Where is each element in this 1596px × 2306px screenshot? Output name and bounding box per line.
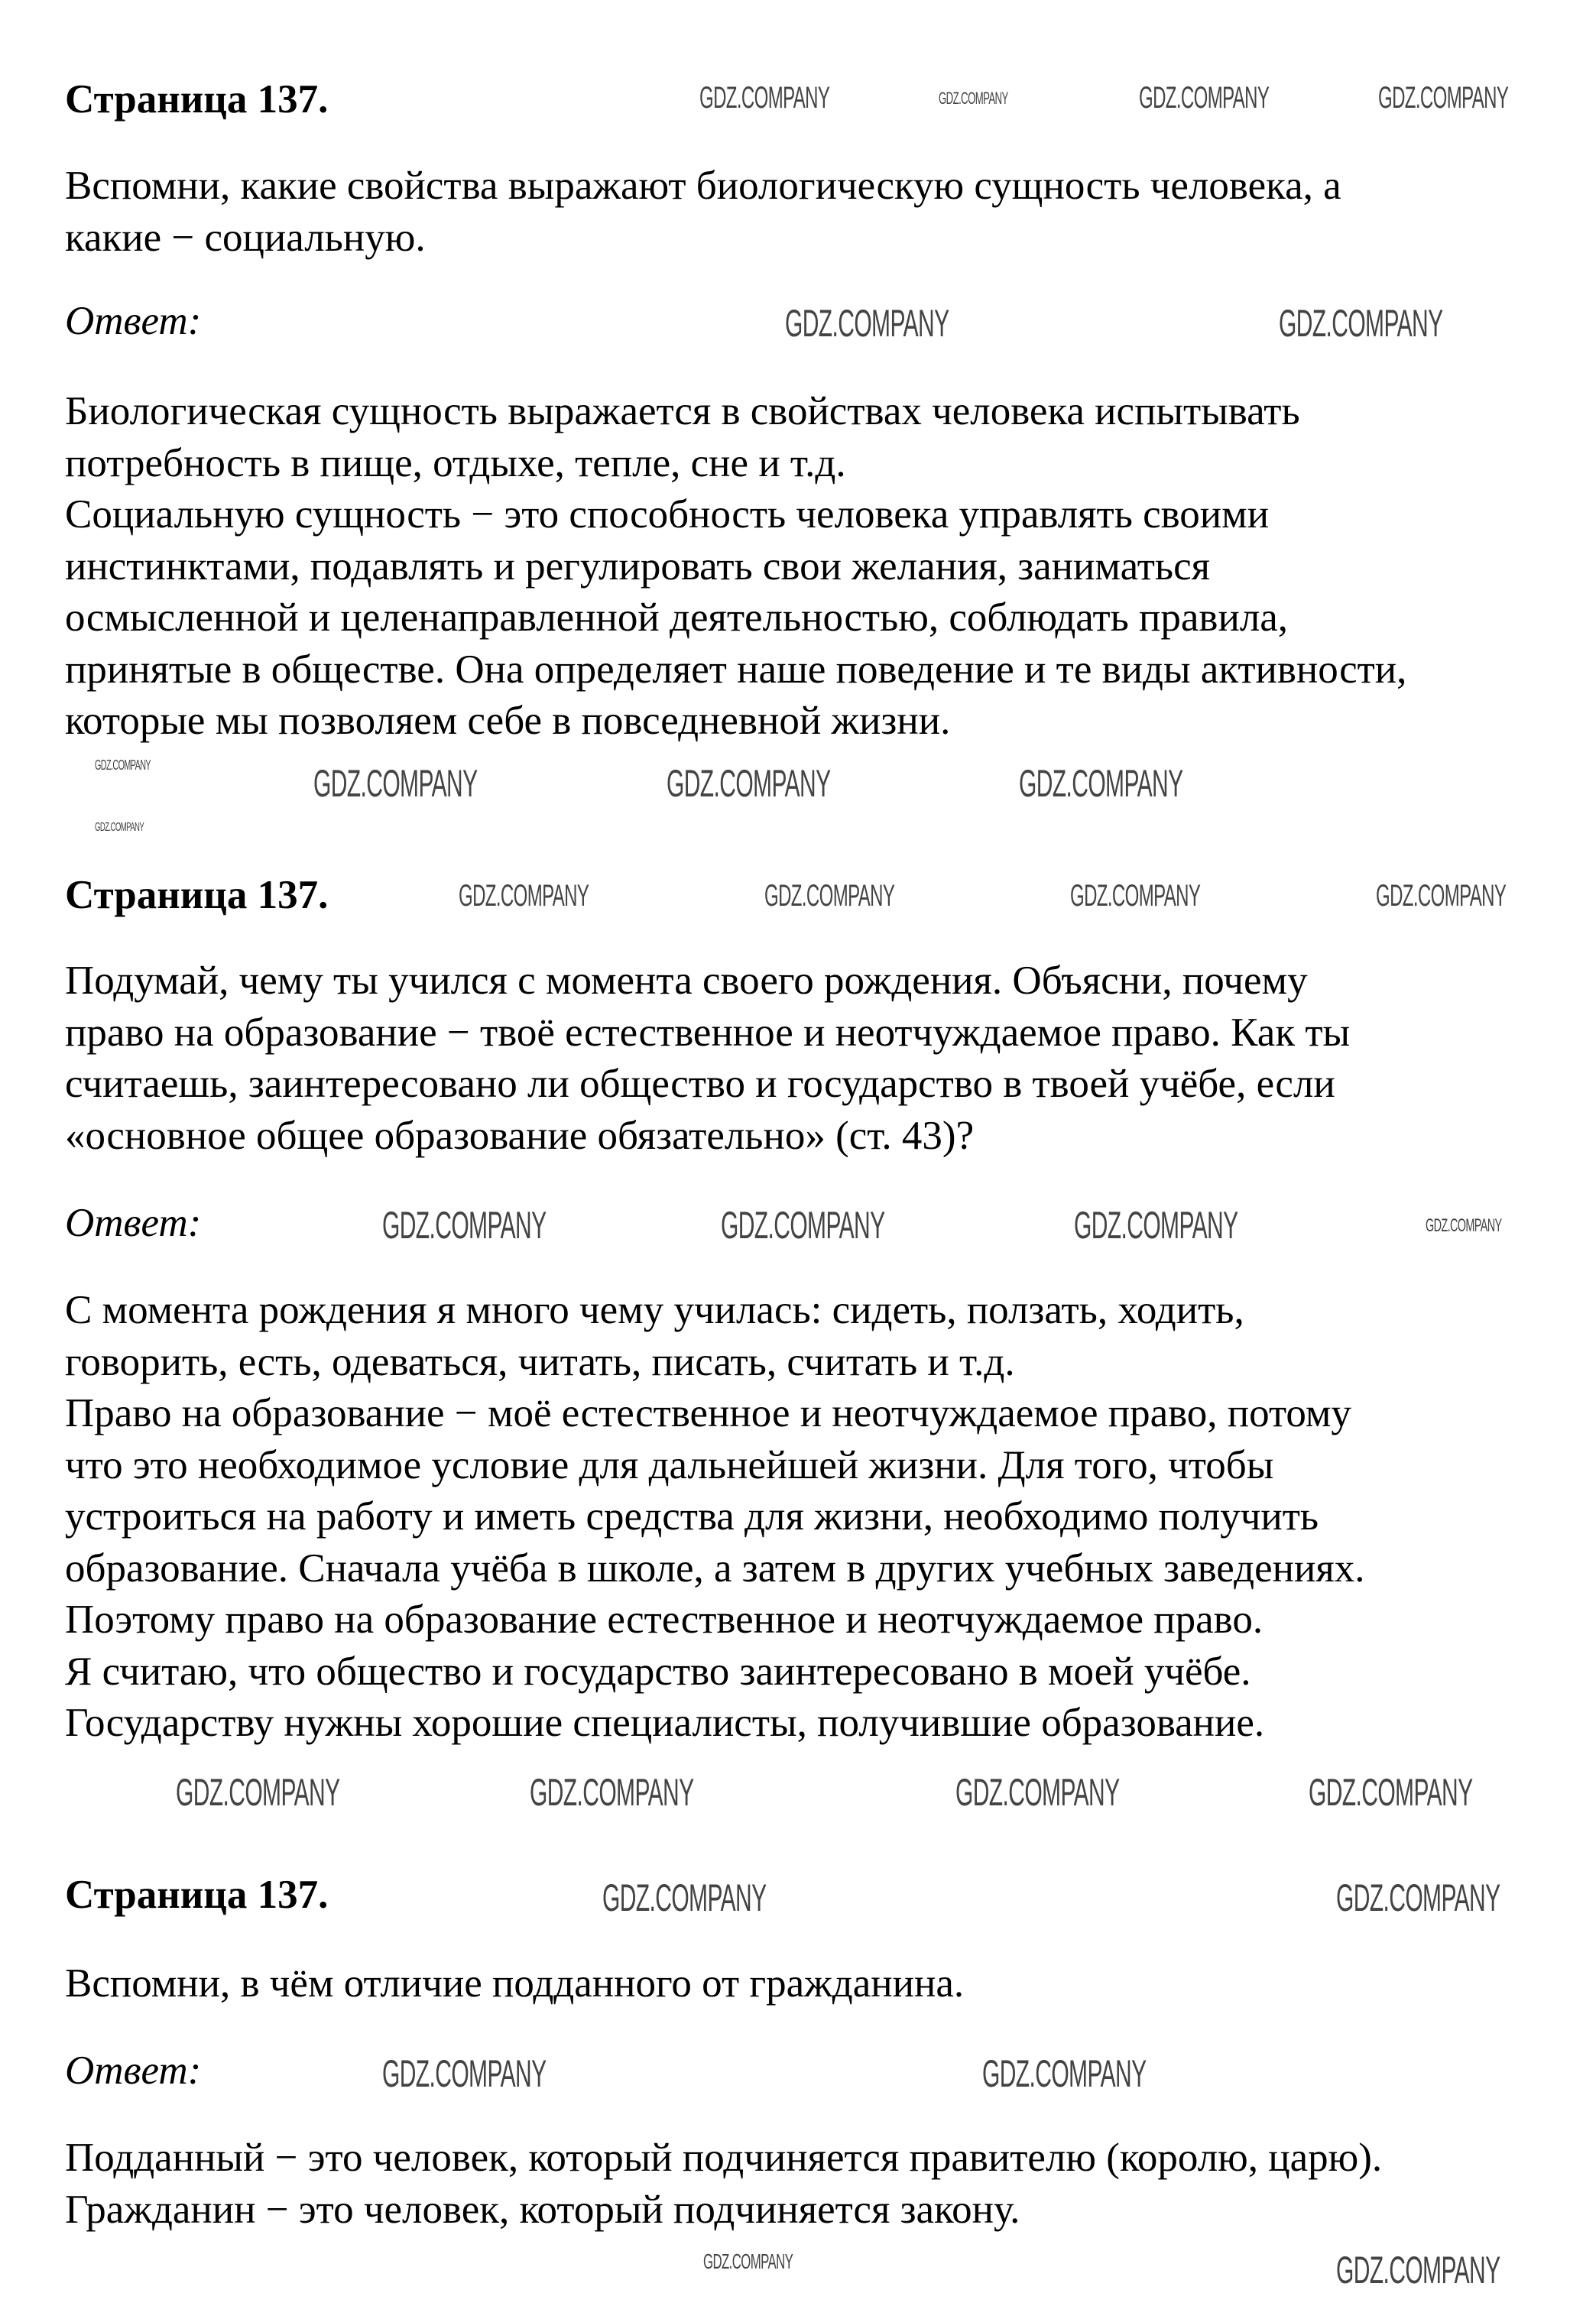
watermark: GDZ.COMPANY — [1019, 762, 1183, 805]
watermark: GDZ.COMPANY — [1279, 302, 1443, 345]
watermark: GDZ.COMPANY — [1070, 879, 1201, 913]
question-line: Подумай, чему ты учился с момента своего рождения. Объясни, почему — [65, 958, 1308, 1003]
watermark: GDZ.COMPANY — [1336, 2249, 1500, 2291]
watermark: GDZ.COMPANY — [1309, 1771, 1473, 1814]
question-line: Вспомни, какие свойства выражают биологическую сущность человека, а — [65, 164, 1341, 208]
watermark: GDZ.COMPANY — [382, 2052, 547, 2095]
answer-line: осмысленной и целенаправленной деятельностью, соблюдать правила, — [65, 595, 1289, 640]
answer-line: устроиться на работу и иметь средства для жизни, необходимо получить — [65, 1494, 1319, 1539]
section-heading: Страница 137. — [65, 873, 329, 917]
answer-3 — [65, 2132, 1563, 2236]
answer-label: Ответ: — [65, 1201, 202, 1245]
watermark: GDZ.COMPANY — [1139, 81, 1270, 115]
watermark: GDZ.COMPANY — [1336, 1876, 1500, 1919]
answer-line: Социальную сущность − это способность человека управлять своими — [65, 492, 1270, 537]
question-line: «основное общее образование обязательно» (ст. 43)? — [65, 1113, 975, 1158]
watermark: GDZ.COMPANY — [313, 762, 478, 805]
watermark: GDZ.COMPANY — [1378, 81, 1509, 115]
question-line: считаешь, заинтересовано ли общество и государство в твоей учёбе, если — [65, 1062, 1335, 1106]
watermark: GDZ.COMPANY — [667, 762, 831, 805]
watermark: GDZ.COMPANY — [721, 1204, 885, 1247]
watermark: GDZ.COMPANY — [602, 1876, 767, 1919]
answer-label: Ответ: — [65, 299, 202, 343]
answer-line: которые мы позволяем себе в повседневной жизни. — [65, 699, 951, 743]
watermark: GDZ.COMPANY — [1426, 1215, 1502, 1236]
watermark: GDZ.COMPANY — [1376, 879, 1507, 913]
answer-line: Биологическая сущность выражается в свойствах человека испытывать — [65, 389, 1300, 433]
answer-line: инстинктами, подавлять и регулировать свои желания, заниматься — [65, 543, 1210, 589]
watermark: GDZ.COMPANY — [176, 1771, 340, 1814]
watermark: GDZ.COMPANY — [530, 1771, 694, 1814]
answer-1 — [65, 386, 1563, 748]
answer-line: Право на образование − моё естественное и неотчуждаемое право, потому — [65, 1391, 1351, 1435]
watermark: GDZ.COMPANY — [764, 879, 895, 913]
watermark: GDZ.COMPANY — [382, 1204, 547, 1247]
answer-line: С момента рождения я много чему училась: сидеть, ползать, ходить, — [65, 1288, 1244, 1332]
watermark: GDZ.COMPANY — [699, 81, 830, 115]
answer-line: что это необходимое условие для дальнейшей жизни. Для того, чтобы — [65, 1442, 1274, 1487]
answer-line: Гражданин − это человек, который подчиняется закону. — [65, 2187, 1020, 2232]
answer-line: потребность в пище, отдыхе, тепле, сне и т.д. — [65, 440, 846, 485]
question-line: право на образование − твоё естественное и неотчуждаемое право. Как ты — [65, 1010, 1351, 1055]
question-3 — [65, 1958, 1563, 2010]
answer-line: принятые в обществе. Она определяет наше поведение и те виды активности, — [65, 647, 1407, 692]
answer-line: Я считаю, что общество и государство заинтересовано в моей учёбе. — [65, 1649, 1251, 1694]
answer-2 — [65, 1285, 1563, 1750]
watermark: GDZ.COMPANY — [982, 2052, 1147, 2095]
answer-label: Ответ: — [65, 2048, 202, 2093]
answer-line: Поэтому право на образование естественное и неотчуждаемое право. — [65, 1597, 1264, 1642]
answer-label-3 — [65, 2045, 1563, 2097]
section-heading: Страница 137. — [65, 1873, 329, 1917]
question-2 — [65, 955, 1563, 1162]
question-1 — [65, 161, 1563, 264]
watermark: GDZ.COMPANY — [939, 89, 1008, 108]
question-line: какие − социальную. — [65, 215, 426, 260]
watermark: GDZ.COMPANY — [459, 879, 589, 913]
answer-line: образование. Сначала учёба в школе, а затем в других учебных заведениях. — [65, 1545, 1365, 1591]
watermark: GDZ.COMPANY — [95, 757, 151, 773]
answer-line: Подданный − это человек, который подчиняется правителю (королю, царю). — [65, 2136, 1383, 2180]
question-line: Вспомни, в чём отличие подданного от гражданина. — [65, 1961, 965, 2006]
watermark: GDZ.COMPANY — [955, 1771, 1120, 1814]
watermark: GDZ.COMPANY — [95, 821, 144, 834]
watermark: GDZ.COMPANY — [703, 2249, 793, 2273]
answer-line: Государству нужны хорошие специалисты, получившие образование. — [65, 1701, 1265, 1745]
watermark: GDZ.COMPANY — [1074, 1204, 1238, 1247]
watermark: GDZ.COMPANY — [785, 302, 949, 345]
section-heading: Страница 137. — [65, 77, 329, 122]
answer-line: говорить, есть, одеваться, читать, писать, считать и т.д. — [65, 1339, 1015, 1384]
